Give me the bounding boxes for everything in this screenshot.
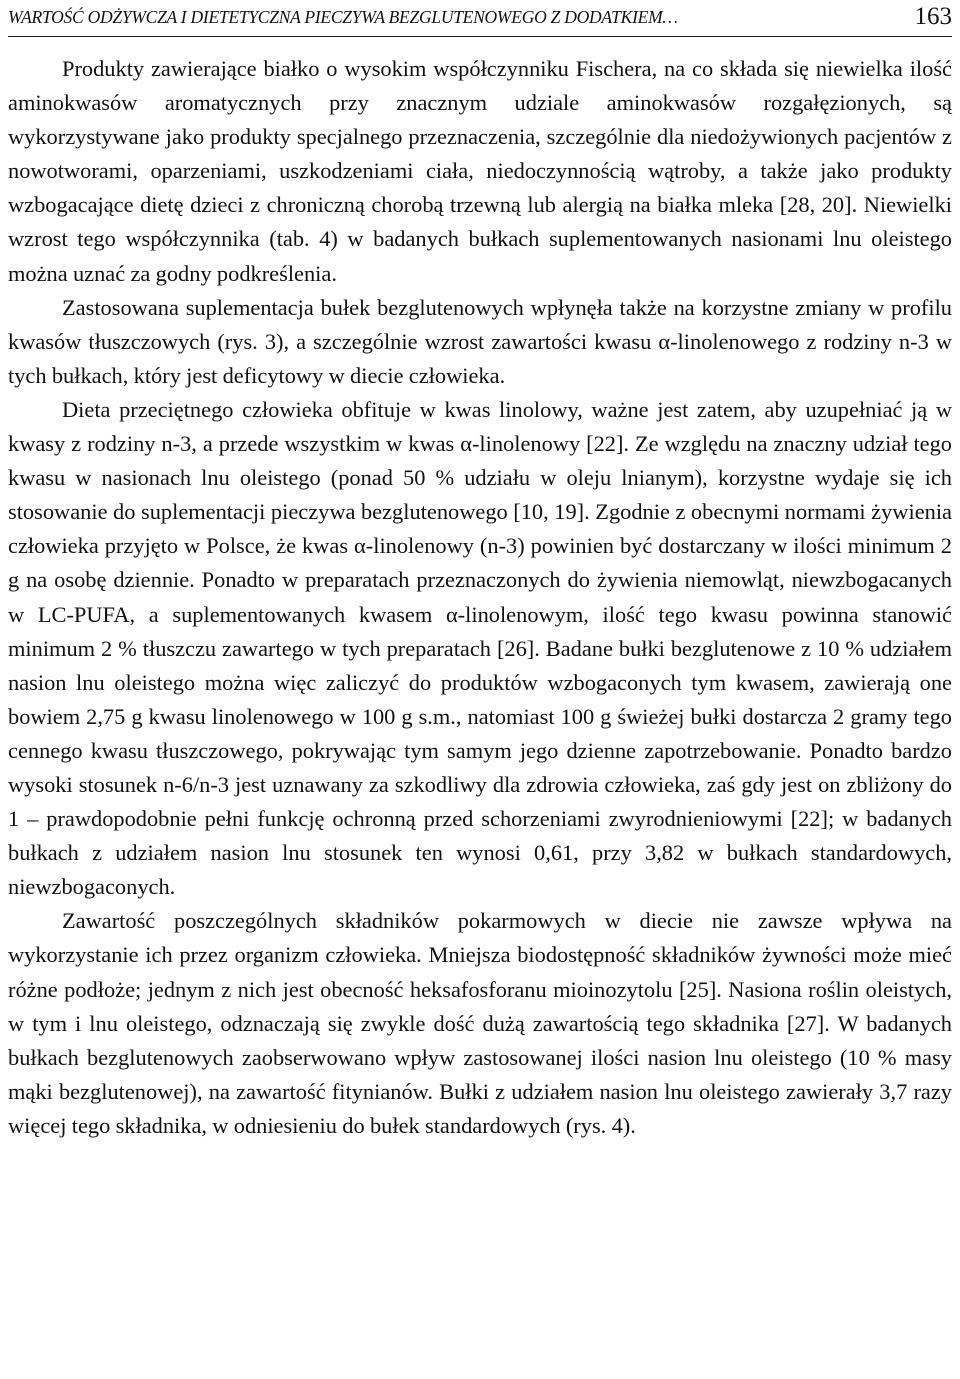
page-number: 163 xyxy=(914,3,952,30)
running-header xyxy=(8,3,952,31)
running-title: WARTOŚĆ ODŻYWCZA I DIETETYCZNA PIECZYWA BEZGLUTENOWEGO Z DODATKIEM… xyxy=(8,7,678,27)
paragraph-fatty-acid-profile: Zastosowana suplementacja bułek bezglutenowych wpłynęła także na korzystne zmiany w profilu kwasów tłuszczowych (rys. 3), a szczególnie wzrost zawartości kwasu α-linolenowego z rodziny n-3 w tych bułkach, który jest deficytowy w diecie człowieka. xyxy=(8,294,952,388)
paragraph-alpha-linolenic-acid: Dieta przeciętnego człowieka obfituje w kwas linolowy, ważne jest zatem, aby uzupełniać ją w kwasy z rodziny n-3, a przede wszystkim w kwas α-linolenowy [22]. Ze względu na znaczny udział tego kwasu w nasionach lnu oleistego (ponad 50 % udziału w oleju lnianym), korzystne wydaje się ich stosowanie do suplementacji pieczywa bezglutenowego [10, 19]. Zgodnie z obecnymi normami żywienia człowieka przyjęto w Polsce, że kwas α-linolenowy (n-3) powinien być dostarczany w ilości minimum 2 g na osobę dziennie. Ponadto w preparatach przeznaczonych do żywienia niemowląt, niewzbogacanych w LC-PUFA, a suplementowanych kwasem α-linolenowym, ilość tego kwasu powinna stanowić minimum 2 % tłuszczu zawartego w tych preparatach [26]. Badane bułki bezglutenowe z 10 % udziałem nasion lnu oleistego można więc zaliczyć do produktów wzbogaconych tym kwasem, zawierają one bowiem 2,75 g kwasu linolenowego w 100 g s.m., natomiast 100 g świeżej bułki dostarcza 2 gramy tego cennego kwasu tłuszczowego, pokrywając tym samym jego dzienne zapotrzebowanie. Ponadto bardzo wysoki stosunek n-6/n-3 jest uznawany za szkodliwy dla zdrowia człowieka, zaś gdy jest on zbliżony do 1 – prawdopodobnie pełni funkcję ochronną przed schorzeniami zwyrodnieniowymi [22]; w badanych bułkach z udziałem nasion lnu stosunek ten wynosi 0,61, przy 3,82 w bułkach standardowych, niewzbogaconych. xyxy=(8,396,952,900)
body-text xyxy=(8,52,952,1143)
paragraph-phytates: Zawartość poszczególnych składników pokarmowych w diecie nie zawsze wpływa na wykorzystanie ich przez organizm człowieka. Mniejsza biodostępność składników żywności może mieć różne podłoże; jednym z nich jest obecność heksafosforanu mioinozytolu [25]. Nasiona roślin oleistych, w tym i lnu oleistego, odznaczają się zwykle dość dużą zawartością tego składnika [27]. W badanych bułkach bezglutenowych zaobserwowano wpływ zastosowanej ilości nasion lnu oleistego (10 % masy mąki bezglutenowej), na zawartość fitynianów. Bułki z udziałem nasion lnu oleistego zawierały 3,7 razy więcej tego składnika, w odniesieniu do bułek standardowych (rys. 4). xyxy=(8,908,952,1138)
document-page xyxy=(8,0,952,1379)
paragraph-fischer-coefficient: Produkty zawierające białko o wysokim współczynniku Fischera, na co składa się niewielka ilość aminokwasów aromatycznych przy znacznym udziale aminokwasów rozgałęzionych, są wykorzystywane jako produkty specjalnego przeznaczenia, szczególnie dla niedożywionych pacjentów z nowotworami, oparzeniami, uszkodzeniami ciała, niedoczynnością wątroby, a także jako produkty wzbogacające dietę dzieci z chroniczną chorobą trzewną lub alergią na białka mleka [28, 20]. Niewielki wzrost tego współczynnika (tab. 4) w badanych bułkach suplementowanych nasionami lnu oleistego można uznać za godny podkreślenia. xyxy=(8,56,952,286)
header-divider xyxy=(8,36,952,37)
